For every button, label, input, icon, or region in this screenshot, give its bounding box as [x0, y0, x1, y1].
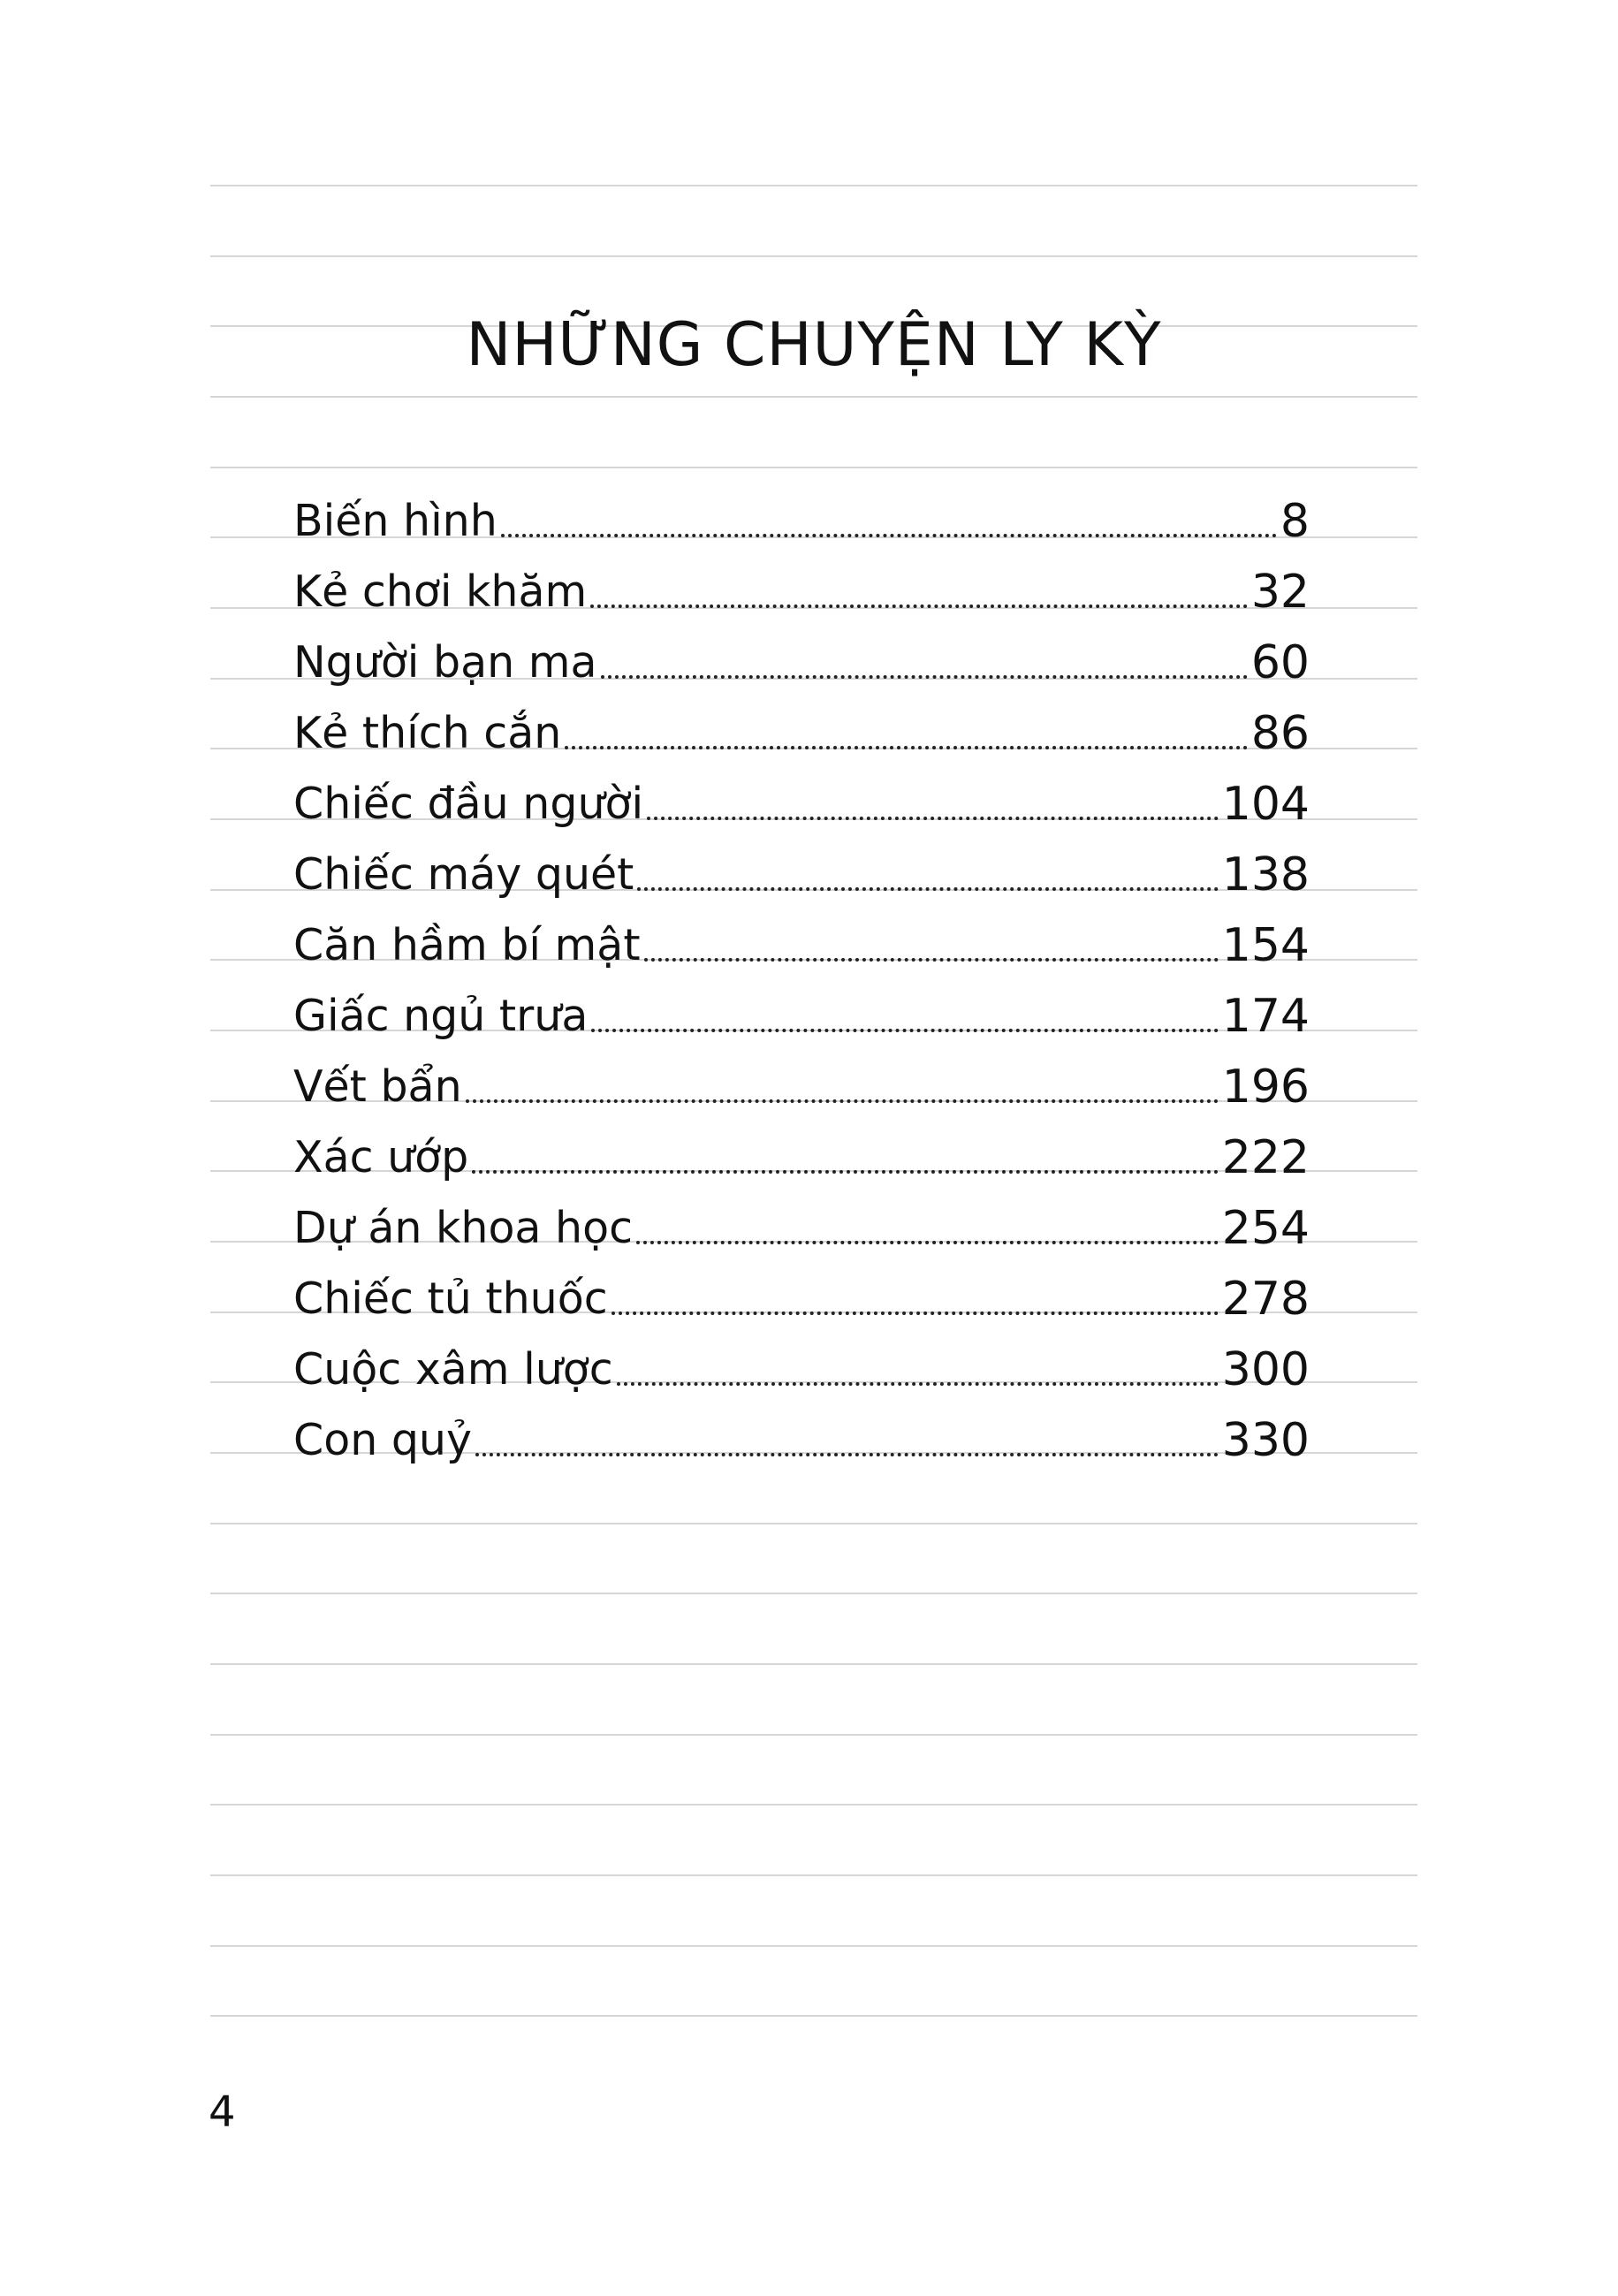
toc-entry-page: 254	[1221, 1202, 1310, 1255]
toc-entry[interactable]	[293, 1402, 1310, 1472]
ruled-line	[210, 467, 1417, 468]
page-title: NHỮNG CHUYỆN LY KỲ	[466, 309, 1162, 380]
toc-entry-page: 60	[1250, 636, 1310, 689]
toc-entry-title: Dự án khoa học	[293, 1203, 634, 1253]
ruled-line	[210, 1593, 1417, 1594]
toc-dot-leader	[466, 1099, 1219, 1103]
toc-entry-page: 8	[1280, 495, 1310, 548]
toc-entry-page: 32	[1250, 566, 1310, 619]
toc-entry-title: Xác ướp	[293, 1132, 469, 1182]
toc-entry-page: 222	[1221, 1131, 1310, 1184]
toc-entry-page: 138	[1221, 848, 1310, 901]
toc-dot-leader	[647, 817, 1219, 820]
toc-dot-leader	[590, 604, 1248, 608]
toc-entry-title: Cuộc xâm lược	[293, 1344, 613, 1395]
toc-entry[interactable]	[293, 836, 1310, 907]
page-number: 4	[209, 2087, 236, 2137]
toc-entry-title: Căn hầm bí mật	[293, 920, 641, 970]
toc-dot-leader	[591, 1029, 1218, 1032]
table-of-contents	[293, 483, 1310, 1472]
ruled-line	[210, 1874, 1417, 1876]
toc-entry-title: Biến hình	[293, 496, 498, 546]
toc-entry-title: Chiếc đầu người	[293, 779, 644, 829]
toc-entry-page: 330	[1221, 1414, 1310, 1467]
toc-entry-title: Kẻ chơi khăm	[293, 566, 588, 617]
ruled-line	[210, 1663, 1417, 1665]
toc-entry[interactable]	[293, 624, 1310, 695]
ruled-line	[210, 255, 1417, 257]
toc-entry-title: Chiếc tủ thuốc	[293, 1273, 608, 1324]
ruled-line	[210, 1945, 1417, 1947]
ruled-line	[210, 1734, 1417, 1736]
ruled-line	[210, 1523, 1417, 1524]
toc-dot-leader	[601, 675, 1248, 679]
toc-entry-page: 154	[1221, 919, 1310, 972]
toc-dot-leader	[472, 1170, 1218, 1174]
toc-entry-page: 278	[1221, 1273, 1310, 1326]
toc-entry-title: Vết bẩn	[293, 1061, 462, 1112]
toc-entry-title: Giấc ngủ trưa	[293, 991, 589, 1041]
toc-entry[interactable]	[293, 1048, 1310, 1119]
toc-dot-leader	[565, 746, 1247, 749]
toc-entry-page: 174	[1221, 990, 1310, 1043]
toc-entry-page: 196	[1221, 1061, 1310, 1114]
toc-entry[interactable]	[293, 1119, 1310, 1190]
ruled-line	[210, 2015, 1417, 2017]
ruled-line	[210, 396, 1417, 398]
toc-entry-title: Con quỷ	[293, 1415, 472, 1465]
toc-entry-page: 300	[1221, 1343, 1310, 1396]
toc-dot-leader	[475, 1453, 1219, 1456]
toc-dot-leader	[637, 887, 1218, 891]
toc-entry[interactable]	[293, 977, 1310, 1048]
toc-entry[interactable]	[293, 695, 1310, 765]
toc-entry-page: 86	[1250, 707, 1310, 760]
toc-entry[interactable]	[293, 1331, 1310, 1402]
toc-entry[interactable]	[293, 765, 1310, 836]
toc-entry[interactable]	[293, 1260, 1310, 1331]
toc-entry-page: 104	[1221, 778, 1310, 831]
toc-entry[interactable]	[293, 907, 1310, 977]
toc-dot-leader	[644, 958, 1219, 962]
toc-entry-title: Chiếc máy quét	[293, 849, 634, 900]
ruled-line	[210, 185, 1417, 186]
toc-dot-leader	[636, 1241, 1219, 1244]
toc-dot-leader	[611, 1311, 1219, 1315]
toc-entry-title: Kẻ thích cắn	[293, 708, 562, 758]
toc-entry[interactable]	[293, 553, 1310, 624]
ruled-line	[210, 1804, 1417, 1806]
toc-entry[interactable]	[293, 483, 1310, 553]
toc-dot-leader	[501, 534, 1277, 537]
toc-entry[interactable]	[293, 1190, 1310, 1260]
toc-dot-leader	[617, 1382, 1219, 1386]
toc-entry-title: Người bạn ma	[293, 637, 597, 688]
